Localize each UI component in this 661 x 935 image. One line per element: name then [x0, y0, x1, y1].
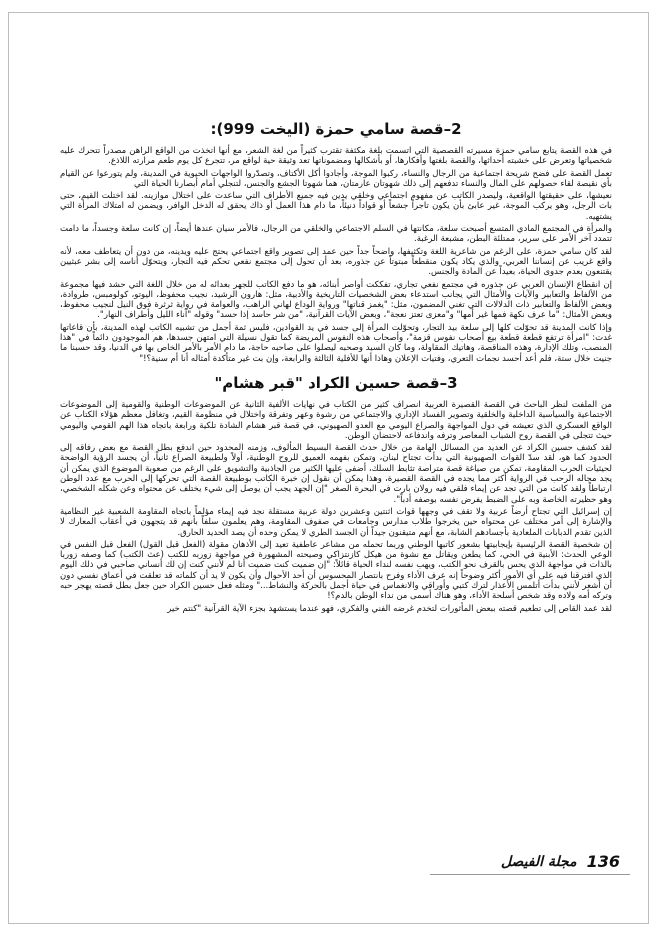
paragraph: إن انقطاع الإنسان العربي عن جذوره في مجتمع نفعي تجاري، تفككت أواصر أبنائه، هو ما دفع الكاتب للجهر بعدائه له من خلال اللغة التي حشد فيها مجموعة من الألفاظ والتعابير والآيات والأمثال التي يجانب استدعاء بعض الشخصيات التاريخية والأدبية، مثل: هارون الرشيد، نجيب محفوظ، اليوتو، كولومبس، طروادة، وبعض الألفاظ والتعابير ذات الدلالات التي تغني المضمون، مثل: "يغمز قناتها" ورواية الوداع لهاني الراهب، والعوامة في رواية ثرثرة فوق النيل لنجيب محفوظ، وبعض الأمثال: "ما عرف نكهة فمها غير أمها" و"معزى تعتز نعجة"، وبعض الآيات القرآنية، "من شر حاسد إذا حسد" وقوله "آناء الليل وأطراف النهار".: [60, 279, 612, 321]
paragraph: نعيشها، على حقيقتها الواقعية، وليصدر الكاتب عن مفهوم اجتماعي وخلقي يدين فيه جميع الأطراف التي ساعدت على اختلال موازينه. لقد اختلت القيم، حتى بات الرجل، وهو يركب الموجة، غير عابئ بأن يكون تاجراً جشعاً أو قواداً دنيئاً، ما دام هذا العمل أو ذاك يحقق له الدخل الوافر، ويضمن له امتلاك المرأة التي يشتهيه.: [60, 191, 612, 222]
footer-divider: [430, 874, 630, 875]
paragraph: لقد كان سامي حمزة، على الرغم من شاعرية اللغة وتكثيفها، واضحاً جداً حين عمد إلى تصوير واقع اجتماعي يحتج عليه ويدينه، من دون أن يتعاطف معه، لأنه واقع غريب عن إنساننا العربي، والذي يكاد يكون منقطعاً مبتوتاً عن جذوره، بعد أن تحول إلى مجتمع نفعي تحكم فيه التجار، ويتحوّل أناسه إلى بشر عبثيين يقتنعون بعدم جدوى الحياة، بعيداً عن المادة والجنس.: [60, 246, 612, 278]
section-title-hussein-karad: 3–قصة حسين الكراد "قبر هشام": [214, 373, 458, 392]
paragraph: في هذه القصة يتابع سامي حمزة مسيرته القصصية التي اتسمت بلغة مكثفة تقترب كثيراً من لغة الشعر، مع أنها اتخذت من الواقع الراهن مصدراً تتحرك عليه شخصياتها وتعرض على خشبته أحداثها، والقصة بلغتها وأفكارها، أو بأشكالها ومضموناتها تعد وثيقة حية لواقع مر، تتجرع كل يوم طعم مرارته اللاذع.: [60, 146, 612, 167]
paragraph: والمرأة في المجتمع المادي المتسع أصبحت سلعة، مكانتها في السلم الاجتماعي والخلقي من الرجال، فالأمر سيان عندها أيضاً، إن كانت سلعة وجسداً، ما دامت تتمدد آخر الأمر على سرير، ممتلئة البطن، مشبعة الرغبة.: [60, 224, 612, 245]
page-number: 136: [586, 852, 620, 871]
paragraph: إن إسرائيل التي تجتاح أرضاً عربية ولا تقف في وجهها قوات اثنتين وعشرين دولة عربية مستقلة نجد فيه إيماء مؤلماً باتجاه المقاومة الشعبية غير النظامية والإشارة إلى أمر مختلف عن محتواه حين يخرجوا طلاب مدارس وجامعات في صفوف المقاومة، وهم يعلمون سلفاً بأنهم قد يتجهون في أعقاب المعارك لا الذين تقدم الدبابات الملعادية بأجسادهم الشابة، مع أنهم متيقنون جيداً أن الجسد الطري لا يمكن وحده أن يصد الحديد الحارق.: [60, 506, 612, 538]
paragraph: لقد عمد القاص إلى تطعيم قصته ببعض المأثورات لتخدم غرضه الفني والفكري، فهو عندما يستشهد بجزء الآية القرآنية "كنتم خير: [167, 603, 612, 614]
paragraph: من الملفت لنظر الباحث في القصة القصيرة العربية انصراف كثير من الكتاب في نهايات الألفية الثانية عن الموضوعات الوطنية والقومية إلى الموضوعات الاجتماعية والسياسية الداخلية والخلقية وتصوير الفساد الإداري والاجتماعي من رشوة وعهر وتفرقة واختلال في منظومة القيم، وتغافل معظم هؤلاء الكتاب عن الواقع العسكري الذي تعيشه في دول المواجهة والصراع اليومي مع العدو الصهيوني، في قصة قبر هشام الشادة تلكية ورابعة باتجاه هذا الهم القومي واليومي حيث تتجلى في القصة روح الشباب المعاصر وترفه واندفاعه لاحتضان الوطن.: [60, 399, 612, 441]
paragraph: إن شخصية القصة الرئيسية بإيجابيتها بشعور كاتبها الوطني وربما تحمله من مشاعر عاطفية تعيد إلى الأذهان مقولة (الفعل قبل القول) الفعل قبل النفس في الوعي الحدث: الأبنية في الحي، كما يطعن ويقاتل مع نشوة من هيكل كازنتزاكي وصيحته المشهورة في مواجهة زوربه للكتب (عث الكتب) كما وصفه زوربا بالذات في مواجهة الذي يحس بالقرف نحو الكتب، ويهب نفسه لنداء الحياة قائلاً: "إن ضميت كنت ضميت أنا لم لأنني كنت إن لك أنساني صاحبي في ذلك اليوم الذي افترقنا فيه على أي الأمور أكثر وضوحاً إنه عرف الأداء وفرح بانتصار المحسوس أن أحد الأحوال وأن يكون لا يد أن كلماته قد تعلقت في أعماق نفسي دون أن أشعر لأنني بدأت أتلمس الأعذار لترك كتبي وأوراقي والانغماس في حياة أجمل بالحركة والنشاط..." ومثله فعل حسين الكراد حين جعل بطل قصته يهجر حبه وتركه أمه ولاده وقد شخص أسلحة الأداء، وهو هناك أسمى من نداء الوطن بالدم؟!: [60, 539, 612, 602]
article-body: [60, 120, 612, 616]
paragraph: وإذا كانت المدينة قد تحوّلت كلها إلى سلعة بيد التجار، وتحوّلت المرأة إلى جسد في يد القوادين، فليس ثمة أجمل من تشبيه الكاتب لهذه المدينة، بأن قاعاتها غدت: "امرأة ترتفع قطعة قطعة بيع أصحاب نفوس قزمة"، وأصحاب هذه النفوس المريضة كما تقول نسيلة التي امتهن جسدها، هم الموجودون دائماً في "هذا المنصب، وتلك الإدارة، وهذه المناقصة، وهاتيك المقاولة، وما كان السيد وصحبه ليصلوا على صاحبه حاجة، ما دام الأمر بالأمر الخاص بها في الدنيا، وقد حسبنا ما جنيت خلال ستة، فلم أعد أحسد نجمات التعري، وفتيات الإعلان وهاذا أنها للأفلية الثالثة والرابعة، وإن بت غير متأكدة أمثاله أنا أم سنية؟!": [60, 322, 612, 364]
paragraph: لقد كشف حسين الكراد عن العديد من المسائل الهامة من خلال حدث القصة البسيط المألوف، وزمنه المحدود حين اندفع بطل القصة مع بعض رفاقه إلى الحدود كما هو، لقد سدّ القوات الصهيونية التي بدأت تجتاح لبنان، وتمكن بفهمه العميق للروح الوطنية، أولاً ولطبيعة الصراع ثانياً، أن يجسد الرؤية الواضحة لحيثيات الحرب المقاومة، تمكن من صياغة قصة متراصة تثابط السلك، أضفى عليها الكثير من الجاذبية والتشويق على الرغم من صعوبة الموضوع الذي يمكن أن يجد مجاله الرحب في الرواية أكثر مما يجده في القصة القصيرة، وهذا يمكن أن نقول إن خبرة الكاتب بوطبيعة القصة التي تحركها إلى الحرب مع عدد الوطن ارتباطاً ولقد كانت من التي تجد عن إيماء فلقي فيه رولان بارت في البحرة الصغر "إن الجهد يجب أن يوصل إلى شيء يختلف عن محتواه وعن شكله الشخصي، وهو حظيرته الخاصة وبه على الضبط يفرض نفسه بوصفه أدباً".: [60, 443, 612, 505]
paragraph: تعمل القصة على فضح شريحة اجتماعية من الرجال والنساء، ركبوا الموجة، وأجادوا أكل الأكتاف، وتصدّروا الواجهات الحيوية في المدينة، ولم يتورعوا عن القيام بأي نقيصة لقاء حصولهم على المال والنساء تدفعهم إلى ذلك شهوتان عارمتان، هما شهوتا الجشع والجنس، لتنجلي أمام أبصارنا الحياة التي: [60, 168, 612, 189]
journal-name: مجلة الفيصل: [500, 853, 577, 870]
page-footer: [470, 852, 620, 871]
section-title-sami-hamza: 2–قصة سامي حمزة (اليخت 999):: [210, 120, 462, 138]
